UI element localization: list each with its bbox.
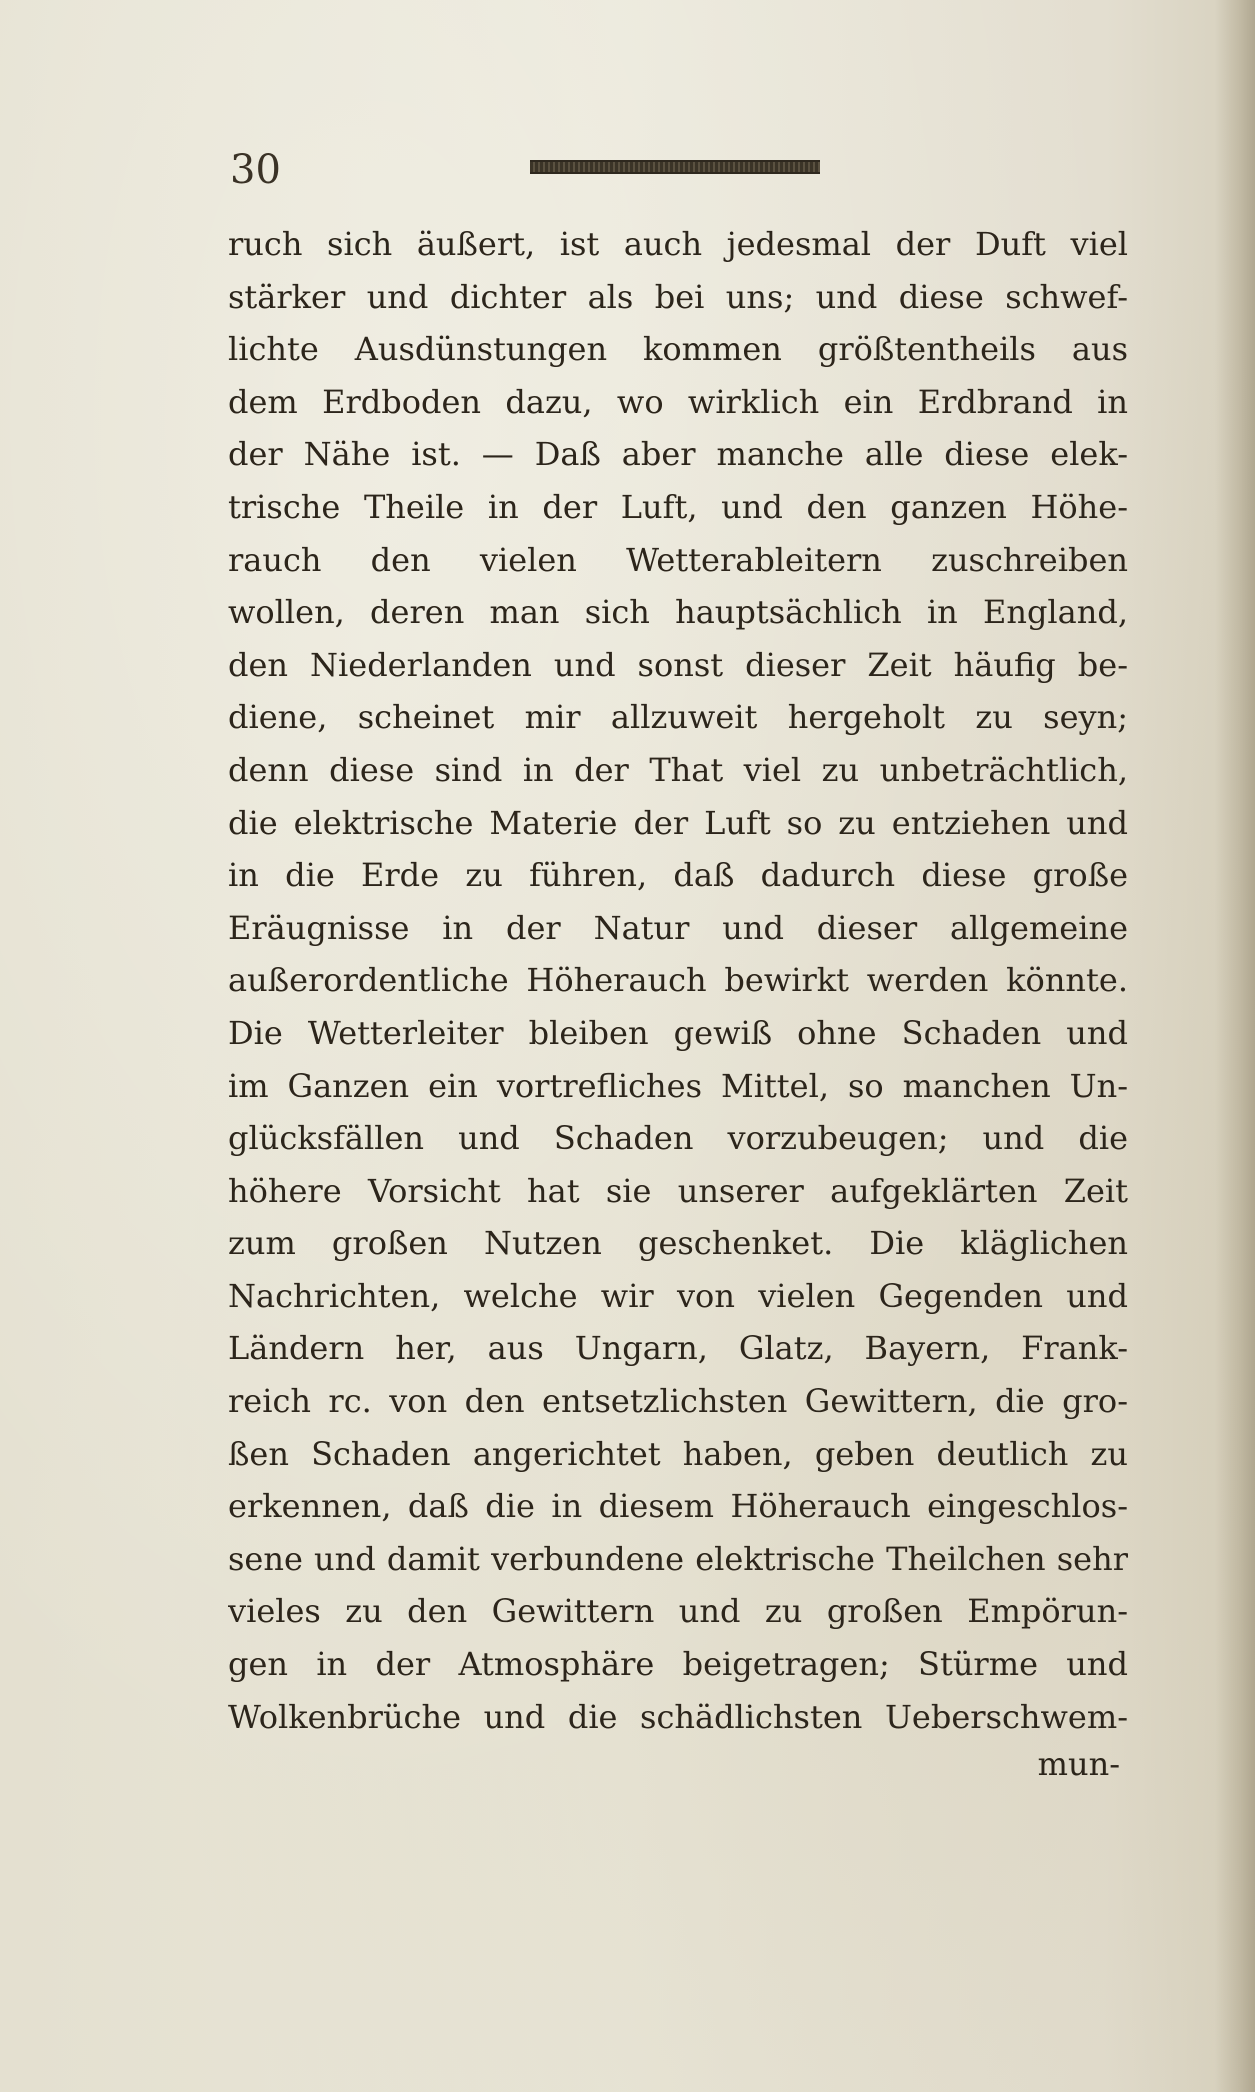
text-line: ßen Schaden angerichtet haben, geben deutlich zu [228,1434,1128,1473]
text-line: der Nähe ist. — Daß aber manche alle diese elek- [228,435,1128,474]
text-line: außerordentliche Höherauch bewirkt werden könnte. [228,961,1128,1000]
text-line: dem Erdboden dazu, wo wirklich ein Erdbrand in [228,382,1128,421]
text-line: gen in der Atmosphäre beigetragen; Stürme und [228,1645,1128,1684]
text-line: glücksfällen und Schaden vorzubeugen; und die [228,1119,1128,1158]
text-line: höhere Vorsicht hat sie unserer aufgeklärten Zeit [228,1171,1128,1210]
text-line: wollen, deren man sich hauptsächlich in England, [228,593,1128,632]
text-line: trische Theile in der Luft, und den ganzen Höhe- [228,487,1128,526]
text-line: erkennen, daß die in diesem Höherauch eingeschlos- [228,1487,1128,1526]
body-text [228,218,1128,1743]
catchword: mun- [1037,1745,1120,1783]
text-line: in die Erde zu führen, daß dadurch diese große [228,856,1128,895]
text-line: sene und damit verbundene elektrische Theilchen sehr [228,1539,1128,1578]
text-line: denn diese sind in der That viel zu unbeträchtlich, [228,750,1128,789]
text-line: reich rc. von den entsetzlichsten Gewittern, die gro- [228,1382,1128,1421]
text-line: Die Wetterleiter bleiben gewiß ohne Schaden und [228,1013,1128,1052]
text-line: ruch sich äußert, ist auch jedesmal der Duft viel [228,225,1128,263]
text-line: vieles zu den Gewittern und zu großen Empörun- [228,1592,1128,1631]
page-number: 30 [230,147,281,193]
text-line: diene, scheinet mir allzuweit hergeholt zu seyn; [228,698,1128,737]
header-ornament-rule [530,160,820,174]
text-line: im Ganzen ein vortrefliches Mittel, so manchen Un- [228,1066,1128,1105]
text-line: die elektrische Materie der Luft so zu entziehen und [228,803,1128,842]
text-line: lichte Ausdünstungen kommen größtentheils aus [228,330,1128,369]
text-line: rauch den vielen Wetterableitern zuschreiben [228,540,1128,579]
text-line: Wolkenbrüche und die schädlichsten Ueberschwem- [228,1697,1128,1736]
text-line: den Niederlanden und sonst dieser Zeit häufig be- [228,645,1128,684]
text-line: stärker und dichter als bei uns; und diese schwef- [228,277,1128,316]
text-line: zum großen Nutzen geschenket. Die kläglichen [228,1224,1128,1263]
text-line: Eräugnisse in der Natur und dieser allgemeine [228,908,1128,947]
text-line: Ländern her, aus Ungarn, Glatz, Bayern, Frank- [228,1329,1128,1368]
page-gutter-shadow [1215,0,1255,2092]
text-line: Nachrichten, welche wir von vielen Gegenden und [228,1276,1128,1315]
